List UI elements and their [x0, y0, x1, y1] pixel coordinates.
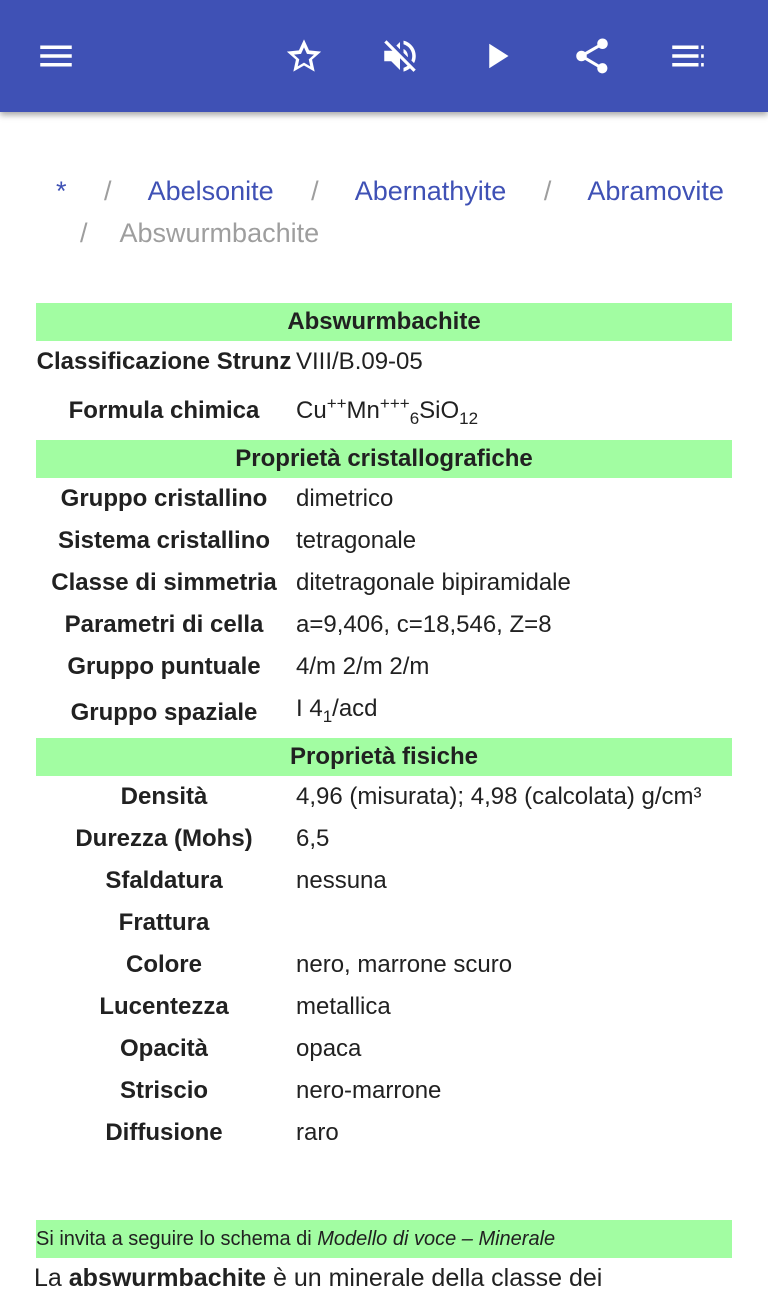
space-group-post: /acd: [332, 694, 378, 722]
formula-sio: SiO: [419, 397, 460, 424]
breadcrumb: [36, 170, 736, 254]
infobox-value: [292, 902, 732, 944]
template-link[interactable]: Modello di voce – Minerale: [317, 1228, 556, 1250]
formula-mn-charge: +++: [379, 394, 410, 413]
infobox-value: opaca: [296, 1034, 362, 1062]
paragraph-prefix: La: [34, 1264, 69, 1292]
infobox-row: [36, 944, 732, 986]
breadcrumb-separator: /: [543, 176, 552, 206]
infobox-label: Opacità: [119, 1034, 209, 1062]
infobox-section-crystal: Proprietà cristallografiche: [36, 440, 732, 478]
infobox-value: 4,96 (misurata); 4,98 (calcolata) g/cm³: [296, 782, 702, 810]
play-button[interactable]: [470, 28, 526, 84]
infobox-row: [36, 520, 732, 562]
infobox-label: Colore: [125, 950, 202, 978]
article-paragraph: [34, 1262, 734, 1294]
paragraph-bold-term: abswurmbachite: [68, 1264, 267, 1292]
infobox-label: Striscio: [119, 1076, 209, 1104]
formula-mn-count: 6: [409, 408, 420, 428]
mineral-infobox: [36, 303, 732, 1154]
space-group-sub: 1: [322, 706, 333, 726]
volume-off-icon: [379, 35, 421, 77]
infobox-row: [36, 776, 732, 818]
bookmark-button[interactable]: [276, 28, 332, 84]
share-button[interactable]: [564, 28, 620, 84]
infobox-label: Classificazione Strunz: [36, 348, 292, 375]
infobox-value: a=9,406, c=18,546, Z=8: [296, 610, 552, 638]
infobox-row-space-group: [36, 688, 732, 738]
infobox-row: [36, 1112, 732, 1154]
infobox-row: [36, 1070, 732, 1112]
infobox-row: [36, 478, 732, 520]
infobox-label: Sfaldatura: [105, 866, 223, 894]
infobox-row-formula: [36, 383, 732, 440]
paragraph-suffix: è un minerale della classe dei: [266, 1264, 603, 1292]
infobox-row: [36, 818, 732, 860]
share-icon: [571, 35, 613, 77]
infobox-row-strunz: [36, 341, 732, 383]
infobox-label: Durezza (Mohs): [75, 824, 253, 852]
infobox-label: Densità: [120, 782, 208, 810]
app-bar: [0, 0, 768, 112]
infobox-row: [36, 562, 732, 604]
infobox-label: Sistema cristallino: [57, 526, 271, 554]
formula-cu-charge: ++: [326, 394, 347, 413]
infobox-label: Formula chimica: [68, 397, 260, 425]
infobox-value: nero-marrone: [296, 1076, 442, 1104]
infobox-row: [36, 860, 732, 902]
play-icon: [477, 35, 519, 77]
breadcrumb-item-abramovite[interactable]: Abramovite: [587, 176, 724, 206]
infobox-section-physical: Proprietà fisiche: [36, 738, 732, 776]
infobox-value: VIII/B.09-05: [296, 348, 423, 375]
infobox-value: 6,5: [296, 824, 330, 852]
formula-o-count: 12: [459, 408, 479, 428]
breadcrumb-current: Abswurmbachite: [119, 218, 320, 248]
chemical-formula: [292, 383, 732, 440]
note-text: Si invita a seguire lo schema di: [36, 1228, 318, 1250]
breadcrumb-item-root[interactable]: *: [56, 176, 67, 206]
infobox-row: [36, 1028, 732, 1070]
infobox-value: tetragonale: [296, 526, 417, 554]
infobox-value: dimetrico: [296, 484, 394, 512]
infobox-label: Gruppo cristallino: [60, 484, 268, 512]
space-group-value: [292, 688, 732, 738]
menu-button[interactable]: [28, 28, 84, 84]
infobox-label: Gruppo puntuale: [67, 652, 261, 680]
toc-button[interactable]: [660, 28, 716, 84]
infobox-value: raro: [296, 1118, 339, 1146]
infobox-label: Classe di simmetria: [51, 568, 277, 596]
breadcrumb-item-abelsonite[interactable]: Abelsonite: [147, 176, 274, 206]
breadcrumb-separator: /: [80, 218, 88, 248]
infobox-row: [36, 646, 732, 688]
space-group-pre: I 4: [296, 694, 323, 722]
infobox-value: nessuna: [296, 866, 387, 894]
infobox-row: [36, 902, 732, 944]
infobox-value: ditetragonale bipiramidale: [296, 568, 571, 596]
infobox-row: [36, 604, 732, 646]
mute-button[interactable]: [372, 28, 428, 84]
formula-mn: Mn: [346, 397, 380, 424]
infobox-label: Frattura: [118, 908, 210, 936]
infobox-row: [36, 986, 732, 1028]
infobox-title: Abswurmbachite: [36, 303, 732, 341]
breadcrumb-separator: /: [104, 176, 112, 206]
infobox-value: metallica: [296, 992, 391, 1020]
infobox-label: Diffusione: [105, 1118, 223, 1146]
infobox-label: Gruppo spaziale: [70, 698, 258, 726]
list-icon: [667, 35, 709, 77]
template-note: [36, 1220, 732, 1258]
infobox-label: Lucentezza: [99, 992, 229, 1020]
infobox-value: 4/m 2/m 2/m: [296, 652, 430, 680]
infobox-label: Parametri di cella: [64, 610, 264, 638]
infobox-value: nero, marrone scuro: [296, 950, 513, 978]
star-outline-icon: [283, 35, 325, 77]
breadcrumb-separator: /: [311, 176, 319, 206]
breadcrumb-item-abernathyite[interactable]: Abernathyite: [354, 176, 507, 206]
formula-cu: Cu: [296, 397, 327, 424]
hamburger-menu-icon: [35, 35, 77, 77]
